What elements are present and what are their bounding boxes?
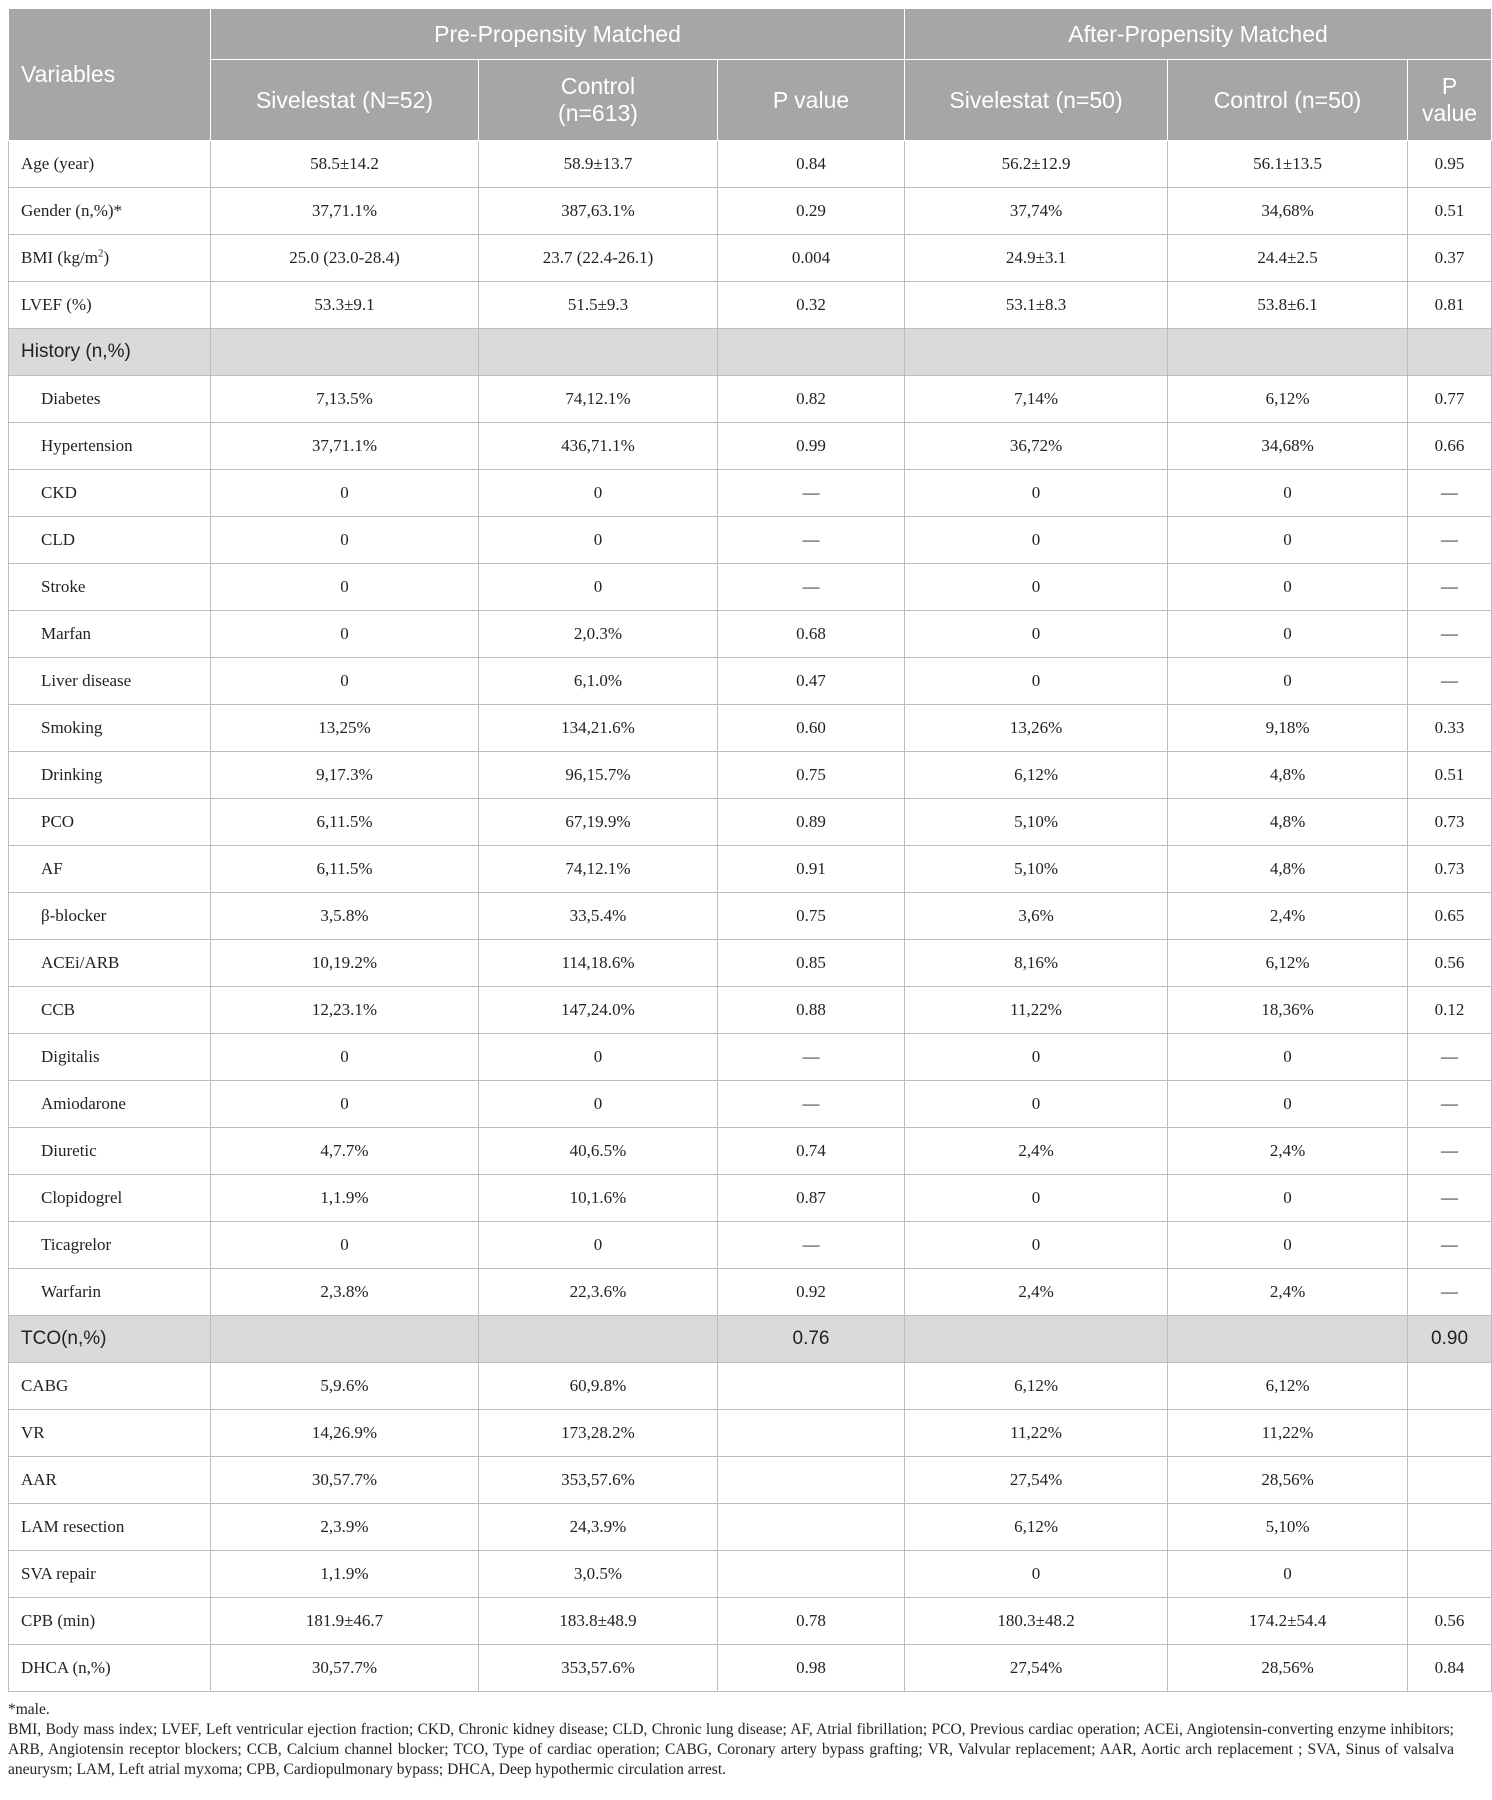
cell-value: 5,10% xyxy=(1168,1504,1408,1551)
cell-value: 0.37 xyxy=(1408,235,1492,282)
row-label: History (n,%) xyxy=(9,329,211,376)
cell-value: — xyxy=(1408,470,1492,517)
table-row xyxy=(9,705,1492,752)
cell-value: 0 xyxy=(905,1222,1168,1269)
cell-value: 4,8% xyxy=(1168,752,1408,799)
cell-value: 3,5.8% xyxy=(211,893,479,940)
table-row xyxy=(9,1598,1492,1645)
cell-value: — xyxy=(718,1081,905,1128)
cell-value: 7,14% xyxy=(905,376,1168,423)
cell-value: 28,56% xyxy=(1168,1457,1408,1504)
cell-value: — xyxy=(1408,658,1492,705)
table-row xyxy=(9,799,1492,846)
row-label: CCB xyxy=(9,987,211,1034)
row-label: AAR xyxy=(9,1457,211,1504)
cell-value: 6,12% xyxy=(905,1363,1168,1410)
cell-value: 0.68 xyxy=(718,611,905,658)
footnote-abbreviations: BMI, Body mass index; LVEF, Left ventricular ejection fraction; CKD, Chronic kidney disease; CLD, Chronic lung disease; AF, Atrial fibrillation; PCO, Previous cardiac operation; ACEi, Angiotensin-converting enzyme inhibitors; ARB, Angiotensin receptor blockers; CCB, Calcium channel blocker; TCO, Type of cardiac operation; CABG, Coronary artery bypass grafting; VR, Valvular replacement; AAR, Aortic arch replacement ; SVA, Sinus of valsalva aneurysm; LAM, Left atrial myxoma; CPB, Cardiopulmonary bypass; DHCA, Deep hypothermic circulation arrest. xyxy=(8,1721,1454,1778)
row-label: β-blocker xyxy=(9,893,211,940)
cell-value: 6,1.0% xyxy=(479,658,718,705)
row-label: ACEi/ARB xyxy=(9,940,211,987)
cell-value: 51.5±9.3 xyxy=(479,282,718,329)
cell-value: 3,0.5% xyxy=(479,1551,718,1598)
table-row xyxy=(9,1410,1492,1457)
header-after-propensity: After-Propensity Matched xyxy=(905,9,1492,60)
table-row xyxy=(9,141,1492,188)
table-row xyxy=(9,1269,1492,1316)
cell-value: 0.56 xyxy=(1408,1598,1492,1645)
cell-value xyxy=(718,1551,905,1598)
cell-value: 0.74 xyxy=(718,1128,905,1175)
cell-value: 12,23.1% xyxy=(211,987,479,1034)
cell-value: 9,17.3% xyxy=(211,752,479,799)
cell-value: — xyxy=(1408,1175,1492,1222)
header-pre-propensity: Pre-Propensity Matched xyxy=(211,9,905,60)
cell-value: 0 xyxy=(479,564,718,611)
cell-value: 2,4% xyxy=(1168,893,1408,940)
cell-value: 18,36% xyxy=(1168,987,1408,1034)
row-label: Diuretic xyxy=(9,1128,211,1175)
cell-value xyxy=(905,329,1168,376)
cell-value: 6,12% xyxy=(905,752,1168,799)
cell-value: 2,4% xyxy=(1168,1128,1408,1175)
cell-value: 23.7 (22.4-26.1) xyxy=(479,235,718,282)
cell-value: — xyxy=(1408,517,1492,564)
cell-value: 22,3.6% xyxy=(479,1269,718,1316)
cell-value: 353,57.6% xyxy=(479,1457,718,1504)
cell-value: 0.60 xyxy=(718,705,905,752)
cell-value: 0.88 xyxy=(718,987,905,1034)
cell-value: 0.32 xyxy=(718,282,905,329)
cell-value: 10,19.2% xyxy=(211,940,479,987)
row-label: CLD xyxy=(9,517,211,564)
cell-value: 14,26.9% xyxy=(211,1410,479,1457)
cell-value: 6,12% xyxy=(1168,1363,1408,1410)
cell-value: 2,4% xyxy=(1168,1269,1408,1316)
table-row xyxy=(9,1645,1492,1692)
cell-value: 0.84 xyxy=(718,141,905,188)
cell-value: 4,7.7% xyxy=(211,1128,479,1175)
row-label: Gender (n,%)* xyxy=(9,188,211,235)
cell-value: 0 xyxy=(905,1034,1168,1081)
cell-value xyxy=(1168,1316,1408,1363)
cell-value xyxy=(479,329,718,376)
cell-value: 0 xyxy=(905,517,1168,564)
cell-value xyxy=(1408,1410,1492,1457)
row-label: SVA repair xyxy=(9,1551,211,1598)
cell-value: 1,1.9% xyxy=(211,1175,479,1222)
cell-value: 37,74% xyxy=(905,188,1168,235)
table-row xyxy=(9,987,1492,1034)
table-row xyxy=(9,376,1492,423)
cell-value: 6,12% xyxy=(1168,376,1408,423)
header-variables: Variables xyxy=(9,9,211,141)
cell-value: 27,54% xyxy=(905,1457,1168,1504)
row-label: DHCA (n,%) xyxy=(9,1645,211,1692)
cell-value: 0.95 xyxy=(1408,141,1492,188)
cell-value: 0.89 xyxy=(718,799,905,846)
table-row xyxy=(9,752,1492,799)
cell-value: 24,3.9% xyxy=(479,1504,718,1551)
cell-value xyxy=(1408,1504,1492,1551)
table-row xyxy=(9,1363,1492,1410)
cell-value: 2,3.8% xyxy=(211,1269,479,1316)
cell-value: 0.75 xyxy=(718,893,905,940)
cell-value: 56.2±12.9 xyxy=(905,141,1168,188)
cell-value: 13,26% xyxy=(905,705,1168,752)
cell-value: 10,1.6% xyxy=(479,1175,718,1222)
cell-value: 0.81 xyxy=(1408,282,1492,329)
table-row xyxy=(9,940,1492,987)
table-row xyxy=(9,564,1492,611)
cell-value: 0.84 xyxy=(1408,1645,1492,1692)
header-pre-p-value: P value xyxy=(718,60,905,141)
cell-value: — xyxy=(1408,1222,1492,1269)
cell-value: 0 xyxy=(211,517,479,564)
cell-value: 0 xyxy=(211,564,479,611)
cell-value: 53.3±9.1 xyxy=(211,282,479,329)
cell-value: 30,57.7% xyxy=(211,1645,479,1692)
cell-value: 0.56 xyxy=(1408,940,1492,987)
header-after-sivelestat: Sivelestat (n=50) xyxy=(905,60,1168,141)
table-row xyxy=(9,470,1492,517)
cell-value xyxy=(1408,1551,1492,1598)
cell-value: 0.99 xyxy=(718,423,905,470)
header-pre-control: Control (n=613) xyxy=(479,60,718,141)
cell-value xyxy=(718,329,905,376)
row-label: Drinking xyxy=(9,752,211,799)
table-row xyxy=(9,893,1492,940)
cell-value: 11,22% xyxy=(905,987,1168,1034)
cell-value: 2,4% xyxy=(905,1269,1168,1316)
footnote-male: *male. xyxy=(8,1701,50,1718)
cell-value: — xyxy=(718,1034,905,1081)
cell-value: 0 xyxy=(905,1081,1168,1128)
cell-value: 13,25% xyxy=(211,705,479,752)
cell-value: 67,19.9% xyxy=(479,799,718,846)
table-row xyxy=(9,1034,1492,1081)
cell-value: 0.51 xyxy=(1408,188,1492,235)
table-row xyxy=(9,282,1492,329)
cell-value: 0 xyxy=(211,1081,479,1128)
table-header xyxy=(9,9,1492,141)
cell-value: 0 xyxy=(1168,1175,1408,1222)
cell-value: 180.3±48.2 xyxy=(905,1598,1168,1645)
cell-value: 33,5.4% xyxy=(479,893,718,940)
cell-value: 30,57.7% xyxy=(211,1457,479,1504)
cell-value: 2,3.9% xyxy=(211,1504,479,1551)
cell-value: 114,18.6% xyxy=(479,940,718,987)
row-label: Smoking xyxy=(9,705,211,752)
row-label: LAM resection xyxy=(9,1504,211,1551)
cell-value: 74,12.1% xyxy=(479,846,718,893)
cell-value: 0 xyxy=(211,1222,479,1269)
header-pre-sivelestat: Sivelestat (N=52) xyxy=(211,60,479,141)
cell-value: 58.9±13.7 xyxy=(479,141,718,188)
cell-value: 25.0 (23.0-28.4) xyxy=(211,235,479,282)
cell-value: 0 xyxy=(1168,517,1408,564)
cell-value xyxy=(1408,1363,1492,1410)
cell-value: 0.73 xyxy=(1408,799,1492,846)
cell-value: 6,12% xyxy=(1168,940,1408,987)
row-label: CKD xyxy=(9,470,211,517)
cell-value: 0.85 xyxy=(718,940,905,987)
cell-value: 2,4% xyxy=(905,1128,1168,1175)
cell-value: 96,15.7% xyxy=(479,752,718,799)
table-row xyxy=(9,1222,1492,1269)
table-row xyxy=(9,1081,1492,1128)
cell-value xyxy=(905,1316,1168,1363)
cell-value: — xyxy=(1408,1269,1492,1316)
cell-value xyxy=(1408,1457,1492,1504)
cell-value xyxy=(1168,329,1408,376)
cell-value: — xyxy=(1408,1128,1492,1175)
row-label: LVEF (%) xyxy=(9,282,211,329)
cell-value: 11,22% xyxy=(905,1410,1168,1457)
cell-value: 0 xyxy=(479,517,718,564)
cell-value: 0 xyxy=(905,1551,1168,1598)
cell-value: 53.1±8.3 xyxy=(905,282,1168,329)
cell-value: 0.65 xyxy=(1408,893,1492,940)
cell-value: 353,57.6% xyxy=(479,1645,718,1692)
cell-value: 5,10% xyxy=(905,846,1168,893)
cell-value: 173,28.2% xyxy=(479,1410,718,1457)
table-row xyxy=(9,1175,1492,1222)
cell-value: 6,11.5% xyxy=(211,846,479,893)
row-label: Ticagrelor xyxy=(9,1222,211,1269)
cell-value: 436,71.1% xyxy=(479,423,718,470)
cell-value: 0 xyxy=(479,470,718,517)
cell-value: 34,68% xyxy=(1168,423,1408,470)
row-label: TCO(n,%) xyxy=(9,1316,211,1363)
cell-value: — xyxy=(718,470,905,517)
table-row xyxy=(9,846,1492,893)
cell-value: 56.1±13.5 xyxy=(1168,141,1408,188)
table-row xyxy=(9,611,1492,658)
cell-value: 74,12.1% xyxy=(479,376,718,423)
cell-value: 387,63.1% xyxy=(479,188,718,235)
cell-value: — xyxy=(718,1222,905,1269)
cell-value: 40,6.5% xyxy=(479,1128,718,1175)
row-label: VR xyxy=(9,1410,211,1457)
cell-value xyxy=(479,1316,718,1363)
cell-value: 7,13.5% xyxy=(211,376,479,423)
cell-value: 8,16% xyxy=(905,940,1168,987)
cell-value: — xyxy=(1408,611,1492,658)
row-label: PCO xyxy=(9,799,211,846)
cell-value: 0 xyxy=(1168,658,1408,705)
table-row xyxy=(9,188,1492,235)
cell-value: 0.76 xyxy=(718,1316,905,1363)
cell-value: 0.75 xyxy=(718,752,905,799)
cell-value: 37,71.1% xyxy=(211,423,479,470)
cell-value: 58.5±14.2 xyxy=(211,141,479,188)
row-label: AF xyxy=(9,846,211,893)
cell-value: 0 xyxy=(905,470,1168,517)
cell-value: 0 xyxy=(1168,1551,1408,1598)
cell-value xyxy=(718,1504,905,1551)
table-row xyxy=(9,423,1492,470)
cell-value xyxy=(718,1410,905,1457)
cell-value: 11,22% xyxy=(1168,1410,1408,1457)
row-label: Diabetes xyxy=(9,376,211,423)
cell-value: 24.9±3.1 xyxy=(905,235,1168,282)
cell-value: — xyxy=(1408,564,1492,611)
cell-value: — xyxy=(718,517,905,564)
cell-value: 3,6% xyxy=(905,893,1168,940)
cell-value: 0.51 xyxy=(1408,752,1492,799)
cell-value: 9,18% xyxy=(1168,705,1408,752)
cell-value xyxy=(211,329,479,376)
cell-value: 6,11.5% xyxy=(211,799,479,846)
table-container xyxy=(8,8,1478,1780)
cell-value: 0.004 xyxy=(718,235,905,282)
cell-value: 0 xyxy=(1168,1034,1408,1081)
cell-value: 0 xyxy=(905,658,1168,705)
cell-value xyxy=(211,1316,479,1363)
cell-value: 0 xyxy=(211,470,479,517)
cell-value: 134,21.6% xyxy=(479,705,718,752)
cell-value: 6,12% xyxy=(905,1504,1168,1551)
table-row xyxy=(9,1504,1492,1551)
section-row xyxy=(9,329,1492,376)
cell-value: 0 xyxy=(1168,1222,1408,1269)
cell-value: 2,0.3% xyxy=(479,611,718,658)
cell-value: 0 xyxy=(905,564,1168,611)
table-row xyxy=(9,517,1492,564)
cell-value: 0.87 xyxy=(718,1175,905,1222)
cell-value: 0.47 xyxy=(718,658,905,705)
cell-value: 27,54% xyxy=(905,1645,1168,1692)
baseline-characteristics-table xyxy=(8,8,1492,1692)
cell-value: 60,9.8% xyxy=(479,1363,718,1410)
row-label: CABG xyxy=(9,1363,211,1410)
row-label: Amiodarone xyxy=(9,1081,211,1128)
cell-value: 34,68% xyxy=(1168,188,1408,235)
cell-value: 0.98 xyxy=(718,1645,905,1692)
cell-value: 0.66 xyxy=(1408,423,1492,470)
cell-value: 0 xyxy=(905,611,1168,658)
cell-value: 174.2±54.4 xyxy=(1168,1598,1408,1645)
cell-value: 0.73 xyxy=(1408,846,1492,893)
cell-value: 181.9±46.7 xyxy=(211,1598,479,1645)
cell-value: 147,24.0% xyxy=(479,987,718,1034)
cell-value: 28,56% xyxy=(1168,1645,1408,1692)
cell-value: — xyxy=(718,564,905,611)
cell-value: — xyxy=(1408,1081,1492,1128)
cell-value: 37,71.1% xyxy=(211,188,479,235)
row-label: BMI $(kg/m^2)$ xyxy=(9,235,211,282)
cell-value: 0 xyxy=(479,1034,718,1081)
row-label: Warfarin xyxy=(9,1269,211,1316)
cell-value: 0 xyxy=(1168,1081,1408,1128)
row-label: Digitalis xyxy=(9,1034,211,1081)
cell-value: 0.91 xyxy=(718,846,905,893)
cell-value: 0.12 xyxy=(1408,987,1492,1034)
cell-value: 5,9.6% xyxy=(211,1363,479,1410)
cell-value: 0 xyxy=(211,658,479,705)
row-label: CPB (min) xyxy=(9,1598,211,1645)
table-row xyxy=(9,1551,1492,1598)
table-row xyxy=(9,235,1492,282)
cell-value: 36,72% xyxy=(905,423,1168,470)
cell-value: 0 xyxy=(905,1175,1168,1222)
row-label: Age (year) xyxy=(9,141,211,188)
header-after-control: Control (n=50) xyxy=(1168,60,1408,141)
cell-value: 0 xyxy=(1168,564,1408,611)
section-row xyxy=(9,1316,1492,1363)
cell-value xyxy=(718,1457,905,1504)
cell-value: 0.82 xyxy=(718,376,905,423)
cell-value: 0 xyxy=(479,1222,718,1269)
row-label: Hypertension xyxy=(9,423,211,470)
cell-value: 0.78 xyxy=(718,1598,905,1645)
table-body xyxy=(9,141,1492,1692)
cell-value: 0.29 xyxy=(718,188,905,235)
cell-value: 183.8±48.9 xyxy=(479,1598,718,1645)
cell-value: 24.4±2.5 xyxy=(1168,235,1408,282)
cell-value: 4,8% xyxy=(1168,799,1408,846)
row-label: Stroke xyxy=(9,564,211,611)
cell-value: 53.8±6.1 xyxy=(1168,282,1408,329)
cell-value xyxy=(718,1363,905,1410)
header-after-p-value: P value xyxy=(1408,60,1492,141)
row-label: Marfan xyxy=(9,611,211,658)
cell-value: — xyxy=(1408,1034,1492,1081)
row-label: Liver disease xyxy=(9,658,211,705)
cell-value: 0 xyxy=(211,611,479,658)
cell-value: 0 xyxy=(1168,470,1408,517)
cell-value: 0.92 xyxy=(718,1269,905,1316)
row-label: Clopidogrel xyxy=(9,1175,211,1222)
table-row xyxy=(9,658,1492,705)
cell-value: 5,10% xyxy=(905,799,1168,846)
cell-value: 0.33 xyxy=(1408,705,1492,752)
cell-value: 4,8% xyxy=(1168,846,1408,893)
cell-value: 0 xyxy=(479,1081,718,1128)
cell-value: 1,1.9% xyxy=(211,1551,479,1598)
cell-value xyxy=(1408,329,1492,376)
table-row xyxy=(9,1457,1492,1504)
table-row xyxy=(9,1128,1492,1175)
cell-value: 0.77 xyxy=(1408,376,1492,423)
cell-value: 0 xyxy=(211,1034,479,1081)
cell-value: 0.90 xyxy=(1408,1316,1492,1363)
cell-value: 0 xyxy=(1168,611,1408,658)
